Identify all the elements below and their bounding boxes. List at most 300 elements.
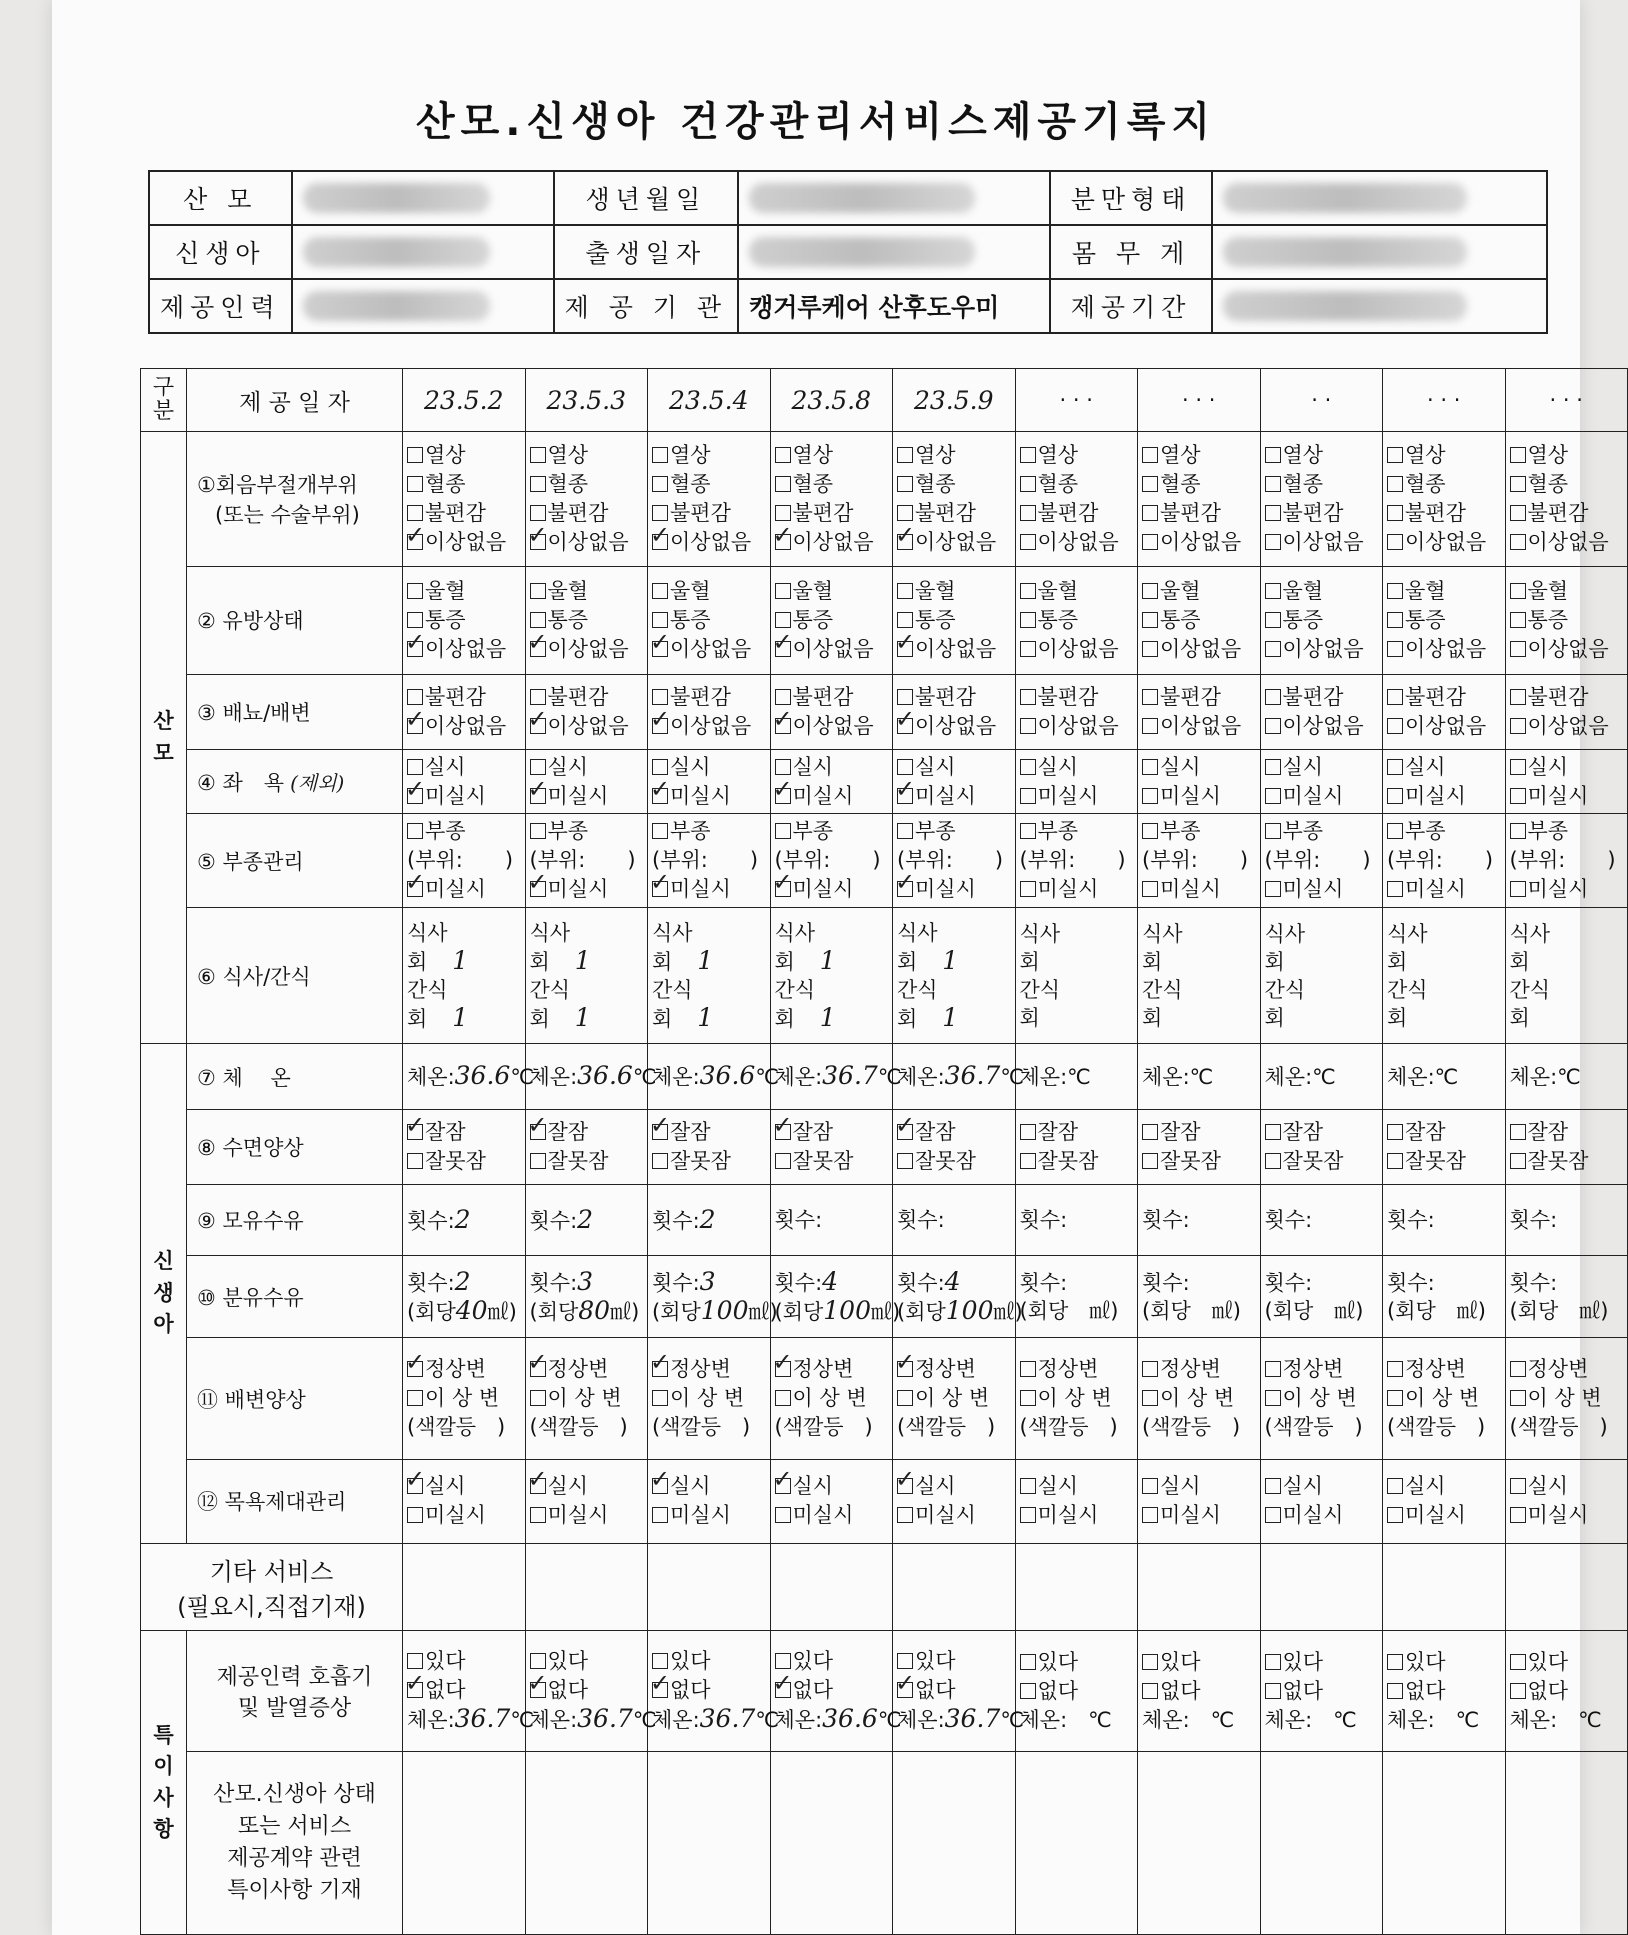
checkbox[interactable] bbox=[407, 505, 423, 521]
checkbox[interactable] bbox=[775, 505, 791, 521]
entry-cell[interactable] bbox=[1015, 1631, 1138, 1751]
checkbox-option[interactable] bbox=[1142, 875, 1256, 904]
checkbox[interactable] bbox=[407, 612, 423, 628]
checkbox-option[interactable] bbox=[1142, 1501, 1256, 1530]
entry-cell[interactable] bbox=[525, 1256, 648, 1338]
checkbox[interactable] bbox=[652, 447, 668, 463]
checkbox-option[interactable] bbox=[1265, 817, 1379, 846]
entry-cell[interactable] bbox=[1138, 1256, 1261, 1338]
entry-cell[interactable] bbox=[1015, 1185, 1138, 1256]
entry-cell[interactable] bbox=[1505, 1185, 1628, 1256]
checkbox[interactable] bbox=[1265, 534, 1281, 550]
checkbox-option[interactable] bbox=[1265, 1501, 1379, 1530]
entry-cell[interactable] bbox=[1383, 432, 1506, 566]
checkbox-option[interactable] bbox=[407, 1355, 521, 1384]
entry-cell[interactable] bbox=[403, 1337, 526, 1459]
checkbox-option[interactable] bbox=[1142, 712, 1256, 741]
entry-cell[interactable] bbox=[525, 1185, 648, 1256]
checkbox[interactable] bbox=[652, 718, 668, 734]
entry-cell[interactable] bbox=[1260, 1460, 1383, 1544]
checkbox[interactable] bbox=[1387, 1654, 1403, 1670]
checkbox[interactable] bbox=[1265, 788, 1281, 804]
checkbox[interactable] bbox=[652, 534, 668, 550]
checkbox[interactable] bbox=[1142, 1124, 1158, 1140]
checkbox[interactable] bbox=[1142, 612, 1158, 628]
checkbox[interactable] bbox=[897, 1682, 913, 1698]
checkbox-option[interactable] bbox=[1020, 1501, 1134, 1530]
checkbox-option[interactable] bbox=[775, 470, 889, 499]
checkbox[interactable] bbox=[1387, 1124, 1403, 1140]
checkbox[interactable] bbox=[1265, 505, 1281, 521]
checkbox-option[interactable] bbox=[530, 1118, 644, 1147]
checkbox[interactable] bbox=[652, 1124, 668, 1140]
checkbox[interactable] bbox=[1387, 689, 1403, 705]
checkbox-option[interactable] bbox=[775, 1676, 889, 1705]
entry-cell[interactable] bbox=[1383, 750, 1506, 814]
checkbox-option[interactable] bbox=[775, 712, 889, 741]
checkbox-option[interactable] bbox=[1510, 753, 1624, 782]
entry-cell[interactable] bbox=[648, 750, 771, 814]
checkbox-option[interactable] bbox=[407, 782, 521, 811]
entry-cell[interactable] bbox=[525, 1751, 648, 1935]
checkbox-option[interactable] bbox=[897, 528, 1011, 557]
checkbox[interactable] bbox=[1020, 641, 1036, 657]
entry-cell[interactable] bbox=[1260, 432, 1383, 566]
entry-cell[interactable] bbox=[525, 1109, 648, 1184]
checkbox-option[interactable] bbox=[530, 712, 644, 741]
checkbox[interactable] bbox=[897, 1124, 913, 1140]
checkbox[interactable] bbox=[1020, 612, 1036, 628]
checkbox[interactable] bbox=[530, 534, 546, 550]
entry-cell[interactable] bbox=[770, 1337, 893, 1459]
entry-cell[interactable] bbox=[893, 814, 1016, 908]
checkbox-option[interactable] bbox=[1020, 712, 1134, 741]
checkbox[interactable] bbox=[652, 881, 668, 897]
entry-cell[interactable] bbox=[1383, 566, 1506, 674]
checkbox[interactable] bbox=[652, 1507, 668, 1523]
entry-cell[interactable] bbox=[1015, 814, 1138, 908]
entry-cell[interactable] bbox=[403, 1044, 534, 1109]
entry-cell[interactable] bbox=[648, 432, 771, 566]
checkbox-option[interactable] bbox=[897, 817, 1011, 846]
checkbox-option[interactable] bbox=[1387, 712, 1501, 741]
entry-cell[interactable] bbox=[1383, 1460, 1506, 1544]
entry-cell[interactable] bbox=[1015, 1044, 1138, 1109]
checkbox-option[interactable] bbox=[1265, 635, 1379, 664]
checkbox[interactable] bbox=[1510, 1478, 1526, 1494]
entry-cell[interactable] bbox=[770, 1109, 893, 1184]
checkbox-option[interactable] bbox=[1020, 782, 1134, 811]
checkbox[interactable] bbox=[407, 534, 423, 550]
checkbox[interactable] bbox=[1265, 612, 1281, 628]
checkbox-option[interactable] bbox=[652, 1413, 766, 1442]
checkbox[interactable] bbox=[530, 1653, 546, 1669]
checkbox-option[interactable] bbox=[1142, 1118, 1256, 1147]
entry-cell[interactable] bbox=[525, 1460, 648, 1544]
checkbox[interactable] bbox=[897, 476, 913, 492]
entry-cell[interactable] bbox=[1505, 1631, 1628, 1751]
checkbox-option[interactable] bbox=[652, 441, 766, 470]
checkbox-option[interactable] bbox=[1020, 817, 1134, 846]
checkbox[interactable] bbox=[530, 1682, 546, 1698]
checkbox[interactable] bbox=[407, 1124, 423, 1140]
checkbox-option[interactable] bbox=[1265, 782, 1379, 811]
checkbox[interactable] bbox=[1265, 1683, 1281, 1699]
entry-cell[interactable] bbox=[1260, 566, 1383, 674]
checkbox-option[interactable] bbox=[1020, 528, 1134, 557]
entry-cell[interactable] bbox=[403, 432, 526, 566]
checkbox-option[interactable] bbox=[775, 577, 889, 606]
entry-cell[interactable] bbox=[1505, 1044, 1628, 1109]
checkbox[interactable] bbox=[1510, 1361, 1526, 1377]
checkbox-option[interactable] bbox=[1265, 577, 1379, 606]
checkbox-option[interactable] bbox=[775, 1501, 889, 1530]
checkbox[interactable] bbox=[1265, 881, 1281, 897]
checkbox[interactable] bbox=[1020, 823, 1036, 839]
checkbox[interactable] bbox=[775, 583, 791, 599]
checkbox[interactable] bbox=[530, 447, 546, 463]
checkbox-option[interactable] bbox=[1142, 1355, 1256, 1384]
entry-cell[interactable] bbox=[893, 674, 1016, 749]
entry-cell[interactable] bbox=[1260, 1751, 1383, 1935]
entry-cell[interactable] bbox=[403, 1109, 526, 1184]
checkbox[interactable] bbox=[407, 1507, 423, 1523]
entry-cell[interactable] bbox=[770, 1185, 893, 1256]
checkbox-option[interactable] bbox=[1387, 875, 1501, 904]
checkbox-option[interactable] bbox=[1387, 635, 1501, 664]
checkbox[interactable] bbox=[1510, 823, 1526, 839]
checkbox[interactable] bbox=[530, 1361, 546, 1377]
checkbox-option[interactable] bbox=[775, 528, 889, 557]
entry-cell[interactable] bbox=[403, 1543, 526, 1631]
entry-cell[interactable] bbox=[893, 1109, 1016, 1184]
checkbox[interactable] bbox=[407, 1390, 423, 1406]
checkbox[interactable] bbox=[1020, 689, 1036, 705]
entry-cell[interactable] bbox=[1260, 1337, 1383, 1459]
checkbox-option[interactable] bbox=[1265, 1677, 1379, 1706]
checkbox-option[interactable] bbox=[775, 635, 889, 664]
checkbox[interactable] bbox=[1387, 612, 1403, 628]
entry-cell[interactable] bbox=[1138, 907, 1261, 1044]
checkbox-option[interactable] bbox=[1510, 470, 1624, 499]
checkbox[interactable] bbox=[1387, 447, 1403, 463]
entry-cell[interactable] bbox=[525, 1337, 648, 1459]
checkbox[interactable] bbox=[897, 1653, 913, 1669]
entry-cell[interactable] bbox=[1015, 1337, 1138, 1459]
entry-cell[interactable] bbox=[893, 750, 1016, 814]
checkbox-option[interactable] bbox=[407, 1676, 521, 1705]
checkbox-option[interactable] bbox=[1265, 1413, 1379, 1442]
checkbox-option[interactable] bbox=[652, 875, 766, 904]
entry-cell[interactable] bbox=[1383, 1256, 1506, 1338]
checkbox[interactable] bbox=[1510, 505, 1526, 521]
checkbox-option[interactable] bbox=[1265, 1384, 1379, 1413]
checkbox-option[interactable] bbox=[897, 1384, 1011, 1413]
entry-cell[interactable] bbox=[1383, 1751, 1506, 1935]
checkbox-option[interactable] bbox=[530, 441, 644, 470]
checkbox-option[interactable] bbox=[1387, 1413, 1501, 1442]
checkbox[interactable] bbox=[897, 447, 913, 463]
checkbox-option[interactable] bbox=[1387, 470, 1501, 499]
entry-cell[interactable] bbox=[1015, 1751, 1138, 1935]
checkbox[interactable] bbox=[407, 881, 423, 897]
checkbox-option[interactable] bbox=[1020, 753, 1134, 782]
entry-cell[interactable] bbox=[1383, 907, 1506, 1044]
checkbox[interactable] bbox=[897, 823, 913, 839]
entry-cell[interactable] bbox=[1383, 1543, 1506, 1631]
checkbox[interactable] bbox=[1265, 1507, 1281, 1523]
checkbox[interactable] bbox=[407, 1478, 423, 1494]
checkbox-option[interactable] bbox=[407, 635, 521, 664]
entry-cell[interactable] bbox=[770, 674, 893, 749]
entry-cell[interactable] bbox=[770, 1631, 902, 1751]
checkbox[interactable] bbox=[775, 1507, 791, 1523]
checkbox-option[interactable] bbox=[652, 1472, 766, 1501]
checkbox-option[interactable] bbox=[1265, 499, 1379, 528]
checkbox[interactable] bbox=[1265, 718, 1281, 734]
checkbox-option[interactable] bbox=[530, 528, 644, 557]
checkbox[interactable] bbox=[1265, 1478, 1281, 1494]
checkbox[interactable] bbox=[1387, 881, 1403, 897]
checkbox-option[interactable] bbox=[407, 1413, 521, 1442]
checkbox[interactable] bbox=[1020, 1507, 1036, 1523]
checkbox[interactable] bbox=[1510, 534, 1526, 550]
checkbox[interactable] bbox=[530, 1390, 546, 1406]
entry-cell[interactable] bbox=[1505, 750, 1628, 814]
entry-cell[interactable] bbox=[770, 750, 893, 814]
checkbox-option[interactable] bbox=[1020, 1413, 1134, 1442]
checkbox-option[interactable] bbox=[775, 1472, 889, 1501]
checkbox-option[interactable] bbox=[897, 782, 1011, 811]
entry-cell[interactable] bbox=[1260, 814, 1383, 908]
checkbox[interactable] bbox=[1020, 1654, 1036, 1670]
checkbox[interactable] bbox=[897, 612, 913, 628]
entry-cell[interactable] bbox=[1260, 1256, 1383, 1338]
entry-cell[interactable] bbox=[1138, 1631, 1261, 1751]
entry-cell[interactable] bbox=[1383, 1185, 1506, 1256]
checkbox[interactable] bbox=[775, 718, 791, 734]
checkbox-option[interactable] bbox=[775, 1384, 889, 1413]
checkbox-option[interactable] bbox=[897, 1355, 1011, 1384]
checkbox[interactable] bbox=[1265, 447, 1281, 463]
checkbox[interactable] bbox=[407, 823, 423, 839]
entry-cell[interactable] bbox=[1138, 1185, 1261, 1256]
checkbox-option[interactable] bbox=[1510, 577, 1624, 606]
checkbox-option[interactable] bbox=[1387, 499, 1501, 528]
entry-cell[interactable] bbox=[1138, 566, 1261, 674]
checkbox[interactable] bbox=[1265, 823, 1281, 839]
checkbox-option[interactable] bbox=[407, 1472, 521, 1501]
checkbox-option[interactable] bbox=[530, 1147, 644, 1176]
checkbox[interactable] bbox=[652, 476, 668, 492]
checkbox-option[interactable] bbox=[1142, 470, 1256, 499]
entry-cell[interactable] bbox=[770, 566, 893, 674]
checkbox-option[interactable] bbox=[1265, 470, 1379, 499]
checkbox[interactable] bbox=[897, 534, 913, 550]
checkbox[interactable] bbox=[1265, 1390, 1281, 1406]
checkbox[interactable] bbox=[1265, 583, 1281, 599]
entry-cell[interactable] bbox=[525, 566, 648, 674]
checkbox[interactable] bbox=[1510, 1507, 1526, 1523]
entry-cell[interactable] bbox=[648, 814, 771, 908]
checkbox[interactable] bbox=[897, 583, 913, 599]
checkbox-option[interactable] bbox=[1265, 1472, 1379, 1501]
checkbox[interactable] bbox=[897, 1507, 913, 1523]
checkbox[interactable] bbox=[1142, 1478, 1158, 1494]
entry-cell[interactable] bbox=[893, 1460, 1016, 1544]
checkbox-option[interactable] bbox=[1142, 635, 1256, 664]
entry-cell[interactable] bbox=[1505, 432, 1628, 566]
entry-cell[interactable] bbox=[1138, 1751, 1261, 1935]
entry-cell[interactable] bbox=[770, 907, 893, 1044]
checkbox[interactable] bbox=[775, 1124, 791, 1140]
checkbox-option[interactable] bbox=[897, 1118, 1011, 1147]
checkbox[interactable] bbox=[407, 447, 423, 463]
checkbox[interactable] bbox=[530, 689, 546, 705]
checkbox[interactable] bbox=[1510, 718, 1526, 734]
checkbox-option[interactable] bbox=[407, 712, 521, 741]
entry-cell[interactable] bbox=[1138, 432, 1261, 566]
entry-cell[interactable] bbox=[648, 1751, 771, 1935]
entry-cell[interactable] bbox=[1505, 566, 1628, 674]
checkbox[interactable] bbox=[530, 759, 546, 775]
entry-cell[interactable] bbox=[403, 907, 526, 1044]
checkbox-option[interactable] bbox=[652, 1501, 766, 1530]
checkbox-option[interactable] bbox=[1387, 1118, 1501, 1147]
checkbox[interactable] bbox=[775, 447, 791, 463]
checkbox-option[interactable] bbox=[1510, 528, 1624, 557]
checkbox-option[interactable] bbox=[652, 528, 766, 557]
checkbox[interactable] bbox=[1020, 881, 1036, 897]
checkbox[interactable] bbox=[1020, 534, 1036, 550]
checkbox[interactable] bbox=[897, 505, 913, 521]
checkbox-option[interactable] bbox=[1387, 1384, 1501, 1413]
entry-cell[interactable] bbox=[893, 1337, 1016, 1459]
entry-cell[interactable] bbox=[1383, 1337, 1506, 1459]
checkbox[interactable] bbox=[1020, 718, 1036, 734]
checkbox[interactable] bbox=[1142, 1654, 1158, 1670]
checkbox-option[interactable] bbox=[1265, 683, 1379, 712]
checkbox-option[interactable] bbox=[1387, 817, 1501, 846]
checkbox[interactable] bbox=[775, 641, 791, 657]
checkbox-option[interactable] bbox=[775, 782, 889, 811]
checkbox[interactable] bbox=[1142, 476, 1158, 492]
checkbox-option[interactable] bbox=[1510, 1677, 1624, 1706]
checkbox-option[interactable] bbox=[1142, 499, 1256, 528]
checkbox[interactable] bbox=[652, 1682, 668, 1698]
checkbox-option[interactable] bbox=[1142, 817, 1256, 846]
checkbox[interactable] bbox=[1510, 788, 1526, 804]
checkbox-option[interactable] bbox=[1265, 528, 1379, 557]
checkbox[interactable] bbox=[1265, 476, 1281, 492]
checkbox[interactable] bbox=[1020, 1153, 1036, 1169]
checkbox-option[interactable] bbox=[1020, 499, 1134, 528]
checkbox-option[interactable] bbox=[1142, 1147, 1256, 1176]
checkbox-option[interactable] bbox=[652, 1355, 766, 1384]
entry-cell[interactable] bbox=[1260, 1109, 1383, 1184]
checkbox-option[interactable] bbox=[1265, 875, 1379, 904]
checkbox[interactable] bbox=[1387, 476, 1403, 492]
checkbox-option[interactable] bbox=[1387, 846, 1501, 875]
checkbox[interactable] bbox=[775, 1682, 791, 1698]
entry-cell[interactable] bbox=[1015, 674, 1138, 749]
checkbox[interactable] bbox=[1265, 641, 1281, 657]
checkbox[interactable] bbox=[1510, 881, 1526, 897]
entry-cell[interactable] bbox=[403, 814, 526, 908]
entry-cell[interactable] bbox=[1015, 1543, 1138, 1631]
checkbox-option[interactable] bbox=[1142, 606, 1256, 635]
checkbox-option[interactable] bbox=[652, 635, 766, 664]
checkbox[interactable] bbox=[1020, 1683, 1036, 1699]
checkbox[interactable] bbox=[1142, 447, 1158, 463]
checkbox-option[interactable] bbox=[775, 1147, 889, 1176]
checkbox-option[interactable] bbox=[530, 875, 644, 904]
checkbox-option[interactable] bbox=[652, 1147, 766, 1176]
entry-cell[interactable] bbox=[525, 907, 648, 1044]
entry-cell[interactable] bbox=[648, 1631, 779, 1751]
entry-cell[interactable] bbox=[1015, 907, 1138, 1044]
checkbox[interactable] bbox=[1387, 1361, 1403, 1377]
checkbox[interactable] bbox=[1510, 612, 1526, 628]
entry-cell[interactable] bbox=[893, 1631, 1024, 1751]
entry-cell[interactable] bbox=[1138, 1337, 1261, 1459]
entry-cell[interactable] bbox=[1505, 1543, 1628, 1631]
entry-cell[interactable] bbox=[1138, 1543, 1261, 1631]
checkbox-option[interactable] bbox=[897, 1472, 1011, 1501]
checkbox[interactable] bbox=[652, 788, 668, 804]
checkbox-option[interactable] bbox=[530, 1472, 644, 1501]
checkbox[interactable] bbox=[1387, 1683, 1403, 1699]
checkbox[interactable] bbox=[652, 1653, 668, 1669]
entry-cell[interactable] bbox=[525, 432, 648, 566]
checkbox-option[interactable] bbox=[1020, 1384, 1134, 1413]
checkbox-option[interactable] bbox=[1387, 1355, 1501, 1384]
checkbox[interactable] bbox=[1265, 1654, 1281, 1670]
checkbox-option[interactable] bbox=[1510, 1384, 1624, 1413]
entry-cell[interactable] bbox=[1015, 1256, 1138, 1338]
checkbox-option[interactable] bbox=[407, 441, 521, 470]
checkbox-option[interactable] bbox=[775, 1413, 889, 1442]
checkbox-option[interactable] bbox=[1510, 1118, 1624, 1147]
checkbox[interactable] bbox=[897, 641, 913, 657]
entry-cell[interactable] bbox=[1138, 814, 1261, 908]
checkbox[interactable] bbox=[530, 1153, 546, 1169]
entry-cell[interactable] bbox=[648, 566, 771, 674]
checkbox-option[interactable] bbox=[530, 1355, 644, 1384]
entry-cell[interactable] bbox=[770, 1751, 893, 1935]
entry-cell[interactable] bbox=[403, 1631, 534, 1751]
checkbox[interactable] bbox=[1387, 583, 1403, 599]
entry-cell[interactable] bbox=[525, 750, 648, 814]
checkbox-option[interactable] bbox=[530, 1676, 644, 1705]
checkbox[interactable] bbox=[530, 881, 546, 897]
checkbox-option[interactable] bbox=[652, 817, 766, 846]
checkbox[interactable] bbox=[1510, 1683, 1526, 1699]
checkbox[interactable] bbox=[407, 1361, 423, 1377]
checkbox-option[interactable] bbox=[1265, 1118, 1379, 1147]
checkbox[interactable] bbox=[407, 1153, 423, 1169]
checkbox[interactable] bbox=[407, 476, 423, 492]
checkbox[interactable] bbox=[652, 1478, 668, 1494]
checkbox-option[interactable] bbox=[897, 1147, 1011, 1176]
checkbox[interactable] bbox=[530, 1507, 546, 1523]
checkbox[interactable] bbox=[1265, 689, 1281, 705]
entry-cell[interactable] bbox=[1138, 1044, 1261, 1109]
entry-cell[interactable] bbox=[648, 1185, 771, 1256]
entry-cell[interactable] bbox=[770, 814, 893, 908]
checkbox-option[interactable] bbox=[1510, 1501, 1624, 1530]
checkbox[interactable] bbox=[1020, 1478, 1036, 1494]
